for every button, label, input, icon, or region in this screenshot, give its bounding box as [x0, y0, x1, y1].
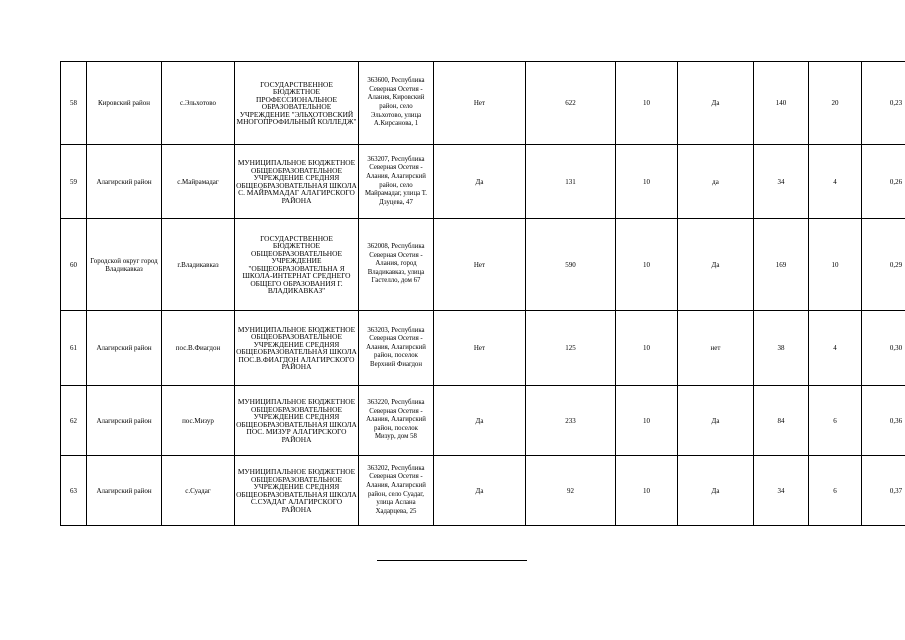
address-cell: 363202, Республика Северная Осетия - Алания, Алагирский район, село Суадаг, улица Аслана Хадарцева, 25: [359, 456, 434, 526]
row-number: 63: [61, 456, 87, 526]
col11-cell: 6: [809, 456, 862, 526]
settlement-cell: г.Владикавказ: [162, 219, 235, 311]
district-cell: Кировский район: [87, 62, 162, 145]
col9-cell: Да: [678, 456, 754, 526]
col8-cell: 10: [616, 62, 678, 145]
col8-cell: 10: [616, 145, 678, 219]
organization-cell: ГОСУДАРСТВЕННОЕ БЮДЖЕТНОЕ ПРОФЕССИОНАЛЬНОЕ ОБРАЗОВАТЕЛЬНОЕ УЧРЕЖДЕНИЕ "ЭЛЬХОТОВСКИЙ МНОГОПРОФИЛЬНЫЙ КОЛЛЕДЖ": [235, 62, 359, 145]
col6-cell: Да: [434, 386, 526, 456]
settlement-cell: пос.В.Фиагдон: [162, 311, 235, 386]
col9-cell: нет: [678, 311, 754, 386]
document-page: [60, 61, 903, 526]
col10-cell: 140: [754, 62, 809, 145]
address-cell: 363207, Республика Северная Осетия - Алания, Алагирский район, село Майрамадаг, улица Т. Дзуцева, 47: [359, 145, 434, 219]
district-cell: Городской округ город Владикавказ: [87, 219, 162, 311]
col9-cell: да: [678, 145, 754, 219]
table-row: [61, 386, 905, 456]
table-row: [61, 219, 905, 311]
col11-cell: 6: [809, 386, 862, 456]
organization-cell: МУНИЦИПАЛЬНОЕ БЮДЖЕТНОЕ ОБЩЕОБРАЗОВАТЕЛЬНОЕ УЧРЕЖДЕНИЕ СРЕДНЯЯ ОБЩЕОБРАЗОВАТЕЛЬНАЯ ШКОЛА ПОС. МИЗУР АЛАГИРСКОГО РАЙОНА: [235, 386, 359, 456]
col10-cell: 38: [754, 311, 809, 386]
col8-cell: 10: [616, 311, 678, 386]
col8-cell: 10: [616, 219, 678, 311]
row-number: 59: [61, 145, 87, 219]
footnote-separator: [377, 560, 527, 561]
row-number: 58: [61, 62, 87, 145]
col7-cell: 233: [526, 386, 616, 456]
col10-cell: 34: [754, 145, 809, 219]
settlement-cell: с.Эльхотово: [162, 62, 235, 145]
row-number: 60: [61, 219, 87, 311]
settlement-cell: с.Суадаг: [162, 456, 235, 526]
row-number: 61: [61, 311, 87, 386]
col12-cell: 0,36: [862, 386, 905, 456]
col11-cell: 4: [809, 311, 862, 386]
district-cell: Алагирский район: [87, 386, 162, 456]
table-row: [61, 311, 905, 386]
col6-cell: Да: [434, 145, 526, 219]
address-cell: 363220, Республика Северная Осетия - Алания, Алагирский район, поселок Мизур, дом 58: [359, 386, 434, 456]
col8-cell: 10: [616, 386, 678, 456]
col7-cell: 131: [526, 145, 616, 219]
col9-cell: Да: [678, 386, 754, 456]
col7-cell: 125: [526, 311, 616, 386]
district-cell: Алагирский район: [87, 456, 162, 526]
col7-cell: 590: [526, 219, 616, 311]
settlement-cell: с.Майрамадаг: [162, 145, 235, 219]
table-row: [61, 62, 905, 145]
col12-cell: 0,23: [862, 62, 905, 145]
col7-cell: 92: [526, 456, 616, 526]
col11-cell: 20: [809, 62, 862, 145]
col6-cell: Нет: [434, 219, 526, 311]
row-number: 62: [61, 386, 87, 456]
col8-cell: 10: [616, 456, 678, 526]
settlement-cell: пос.Мизур: [162, 386, 235, 456]
district-cell: Алагирский район: [87, 311, 162, 386]
col9-cell: Да: [678, 62, 754, 145]
organization-cell: МУНИЦИПАЛЬНОЕ БЮДЖЕТНОЕ ОБЩЕОБРАЗОВАТЕЛЬНОЕ УЧРЕЖДЕНИЕ СРЕДНЯЯ ОБЩЕОБРАЗОВАТЕЛЬНАЯ ШКОЛА С.СУАДАГ АЛАГИРСКОГО РАЙОНА: [235, 456, 359, 526]
organization-cell: ГОСУДАРСТВЕННОЕ БЮДЖЕТНОЕ ОБЩЕОБРАЗОВАТЕЛЬНОЕ УЧРЕЖДЕНИЕ "ОБЩЕОБРАЗОВАТЕЛЬНА Я ШКОЛА-ИНТЕРНАТ СРЕДНЕГО ОБЩЕГО ОБРАЗОВАНИЯ Г. ВЛАДИКАВКАЗ": [235, 219, 359, 311]
col6-cell: Да: [434, 456, 526, 526]
organization-cell: МУНИЦИПАЛЬНОЕ БЮДЖЕТНОЕ ОБЩЕОБРАЗОВАТЕЛЬНОЕ УЧРЕЖДЕНИЕ СРЕДНЯЯ ОБЩЕОБРАЗОВАТЕЛЬНАЯ ШКОЛА С. МАЙРАМАДАГ АЛАГИРСКОГО РАЙОНА: [235, 145, 359, 219]
table-row: [61, 145, 905, 219]
col11-cell: 4: [809, 145, 862, 219]
col12-cell: 0,29: [862, 219, 905, 311]
table-row: [61, 456, 905, 526]
col10-cell: 169: [754, 219, 809, 311]
col7-cell: 622: [526, 62, 616, 145]
col6-cell: Нет: [434, 311, 526, 386]
address-cell: 363203, Республика Северная Осетия - Алания, Алагирский район, поселок Верхний Фиагдон: [359, 311, 434, 386]
address-cell: 362008, Республика Северная Осетия - Алания, город Владикавказ, улица Гастелло, дом 67: [359, 219, 434, 311]
col9-cell: Да: [678, 219, 754, 311]
col12-cell: 0,30: [862, 311, 905, 386]
col6-cell: Нет: [434, 62, 526, 145]
col11-cell: 10: [809, 219, 862, 311]
col10-cell: 84: [754, 386, 809, 456]
address-cell: 363600, Республика Северная Осетия - Алания, Кировский район, село Эльхотово, улица А.Кирсанова, 1: [359, 62, 434, 145]
organization-cell: МУНИЦИПАЛЬНОЕ БЮДЖЕТНОЕ ОБЩЕОБРАЗОВАТЕЛЬНОЕ УЧРЕЖДЕНИЕ СРЕДНЯЯ ОБЩЕОБРАЗОВАТЕЛЬНАЯ ШКОЛА ПОС.В.ФИАГДОН АЛАГИРСКОГО РАЙОНА: [235, 311, 359, 386]
district-cell: Алагирский район: [87, 145, 162, 219]
col12-cell: 0,26: [862, 145, 905, 219]
schools-table: [60, 61, 905, 526]
col12-cell: 0,37: [862, 456, 905, 526]
col10-cell: 34: [754, 456, 809, 526]
